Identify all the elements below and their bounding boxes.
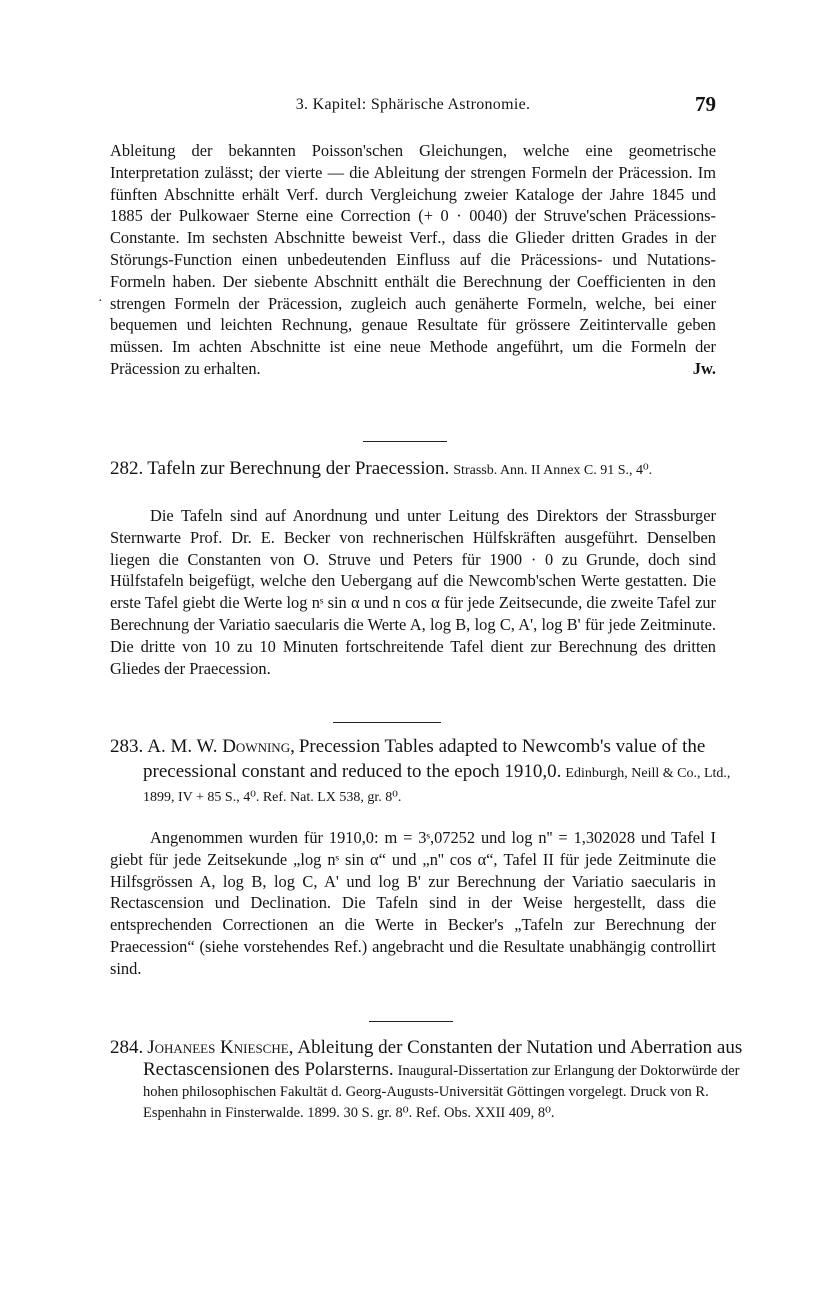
intro-paragraph-text: Ableitung der bekannten Poisson'schen Gleichungen, welche eine geometrische Interpretation zulässt; der vierte — die Ableitung der strengen Formeln der Präcession. Im fünften Abschnitte erhält Verf. durch Vergleichung zweier Kataloge der Jahre 1845 und 1885 der Pulkowaer Sterne eine Correction (+ 0 · 0040) der Struve'schen Präcessions-Constante. Im sechsten Abschnitte beweist Verf., dass die Glieder dritten Grades in der Störungs-Function einen unbedeutenden Einfluss auf die Präcessions- und Nutations-Formeln haben. Der siebente Abschnitt enthält die Berechnung der Coefficienten in den strengen Formeln der Präcession, zugleich auch genäherte Formeln, welche, bei einer bequemen und leichten Rechnung, genaue Resultate für grössere Zeitintervalle geben müssen. Im achten Abschnitte ist eine neue Methode angeführt, um die Formeln der Präcession zu erhalten.	[110, 141, 716, 378]
entry-source: Edinburgh, Neill & Co., Ltd., 1899, IV + 85 S., 4⁰. Ref. Nat. LX 538, gr. 8⁰.	[143, 765, 731, 805]
entry-282-heading	[110, 457, 749, 483]
section-divider	[333, 722, 441, 723]
entry-283-body: Angenommen wurden für 1910,0: m = 3ˢ,07252 und log n'' = 1,302028 und Tafel I giebt für jede Zeitsekunde „log nˢ sin α“ und „n'' cos α“, Tafel II für jede Zeitminute die Hilfsgrössen A, log B, log C, A' und log B' zur Berechnung der Variatio saecularis in Rectascension und Declination. Die Tafeln sind in der Weise hergestellt, dass die entsprechenden Correctionen an die Werte in Becker's „Tafeln zur Berechnung der Praecession“ (siehe vorstehendes Ref.) angebracht und die Resultate unabhängig controllirt sind.	[110, 828, 716, 978]
entry-title: Tafeln zur Berechnung der Praecession.	[147, 458, 450, 479]
entry-source: Strassb. Ann. II Annex C. 91 S., 4⁰.	[453, 463, 653, 478]
entry-282-body: Die Tafeln sind auf Anordnung und unter Leitung des Direktors der Strassburger Sternwarte Prof. Dr. E. Becker von rechnerischen Hülfskräften ausgeführt. Denselben liegen die Constanten von O. Struve und Peters für 1900 · 0 zu Grunde, doch sind Hülfstafeln beigefügt, welche den Uebergang auf die Newcomb'schen Werte gestatten. Die erste Tafel giebt die Werte log nˢ sin α und n cos α für jede Zeitsecunde, die zweite Tafel zur Berechnung der Variatio saecularis die Werte A, log B, log C, A', log B' für jede Zeitminute. Die dritte von 10 zu 10 Minuten fortschreitende Tafel dient zur Berechnung des dritten Gliedes der Praecession.	[110, 506, 716, 678]
entry-author: Johanees Kniesche,	[147, 1037, 294, 1058]
page-number: 79	[695, 92, 716, 116]
entry-283-heading	[110, 735, 749, 810]
section-divider	[369, 1021, 453, 1022]
entry-title: Ableitung der Constanten der Nutation und Aberration aus Rectascensionen des Polarsterns.	[143, 1037, 743, 1080]
entry-title: Precession Tables adapted to Newcomb's value of the precessional constant and reduced to the epoch 1910,0.	[143, 736, 706, 782]
intro-paragraph	[110, 140, 716, 380]
margin-mark: ·	[98, 294, 103, 309]
running-title: 3. Kapitel: Sphärische Astronomie.	[295, 96, 531, 113]
entry-number: 282.	[110, 458, 144, 479]
entry-number: 283.	[110, 736, 144, 757]
running-head	[110, 92, 716, 118]
section-divider	[363, 441, 447, 442]
entry-source: Inaugural-Dissertation zur Erlangung der Doktorwürde der hohen philosophischen Fakultät d. Georg-Augusts-Universität Göttingen vorgelegt. Druck von R. Espenhahn in Finsterwalde. 1899. 30 S. gr. 8⁰. Ref. Obs. XXII 409, 8⁰.	[143, 1063, 740, 1121]
entry-284-heading	[110, 1037, 749, 1123]
entry-author: A. M. W. Downing,	[147, 736, 295, 757]
reviewer-signature: Jw.	[692, 358, 716, 378]
entry-number: 284.	[110, 1037, 144, 1058]
